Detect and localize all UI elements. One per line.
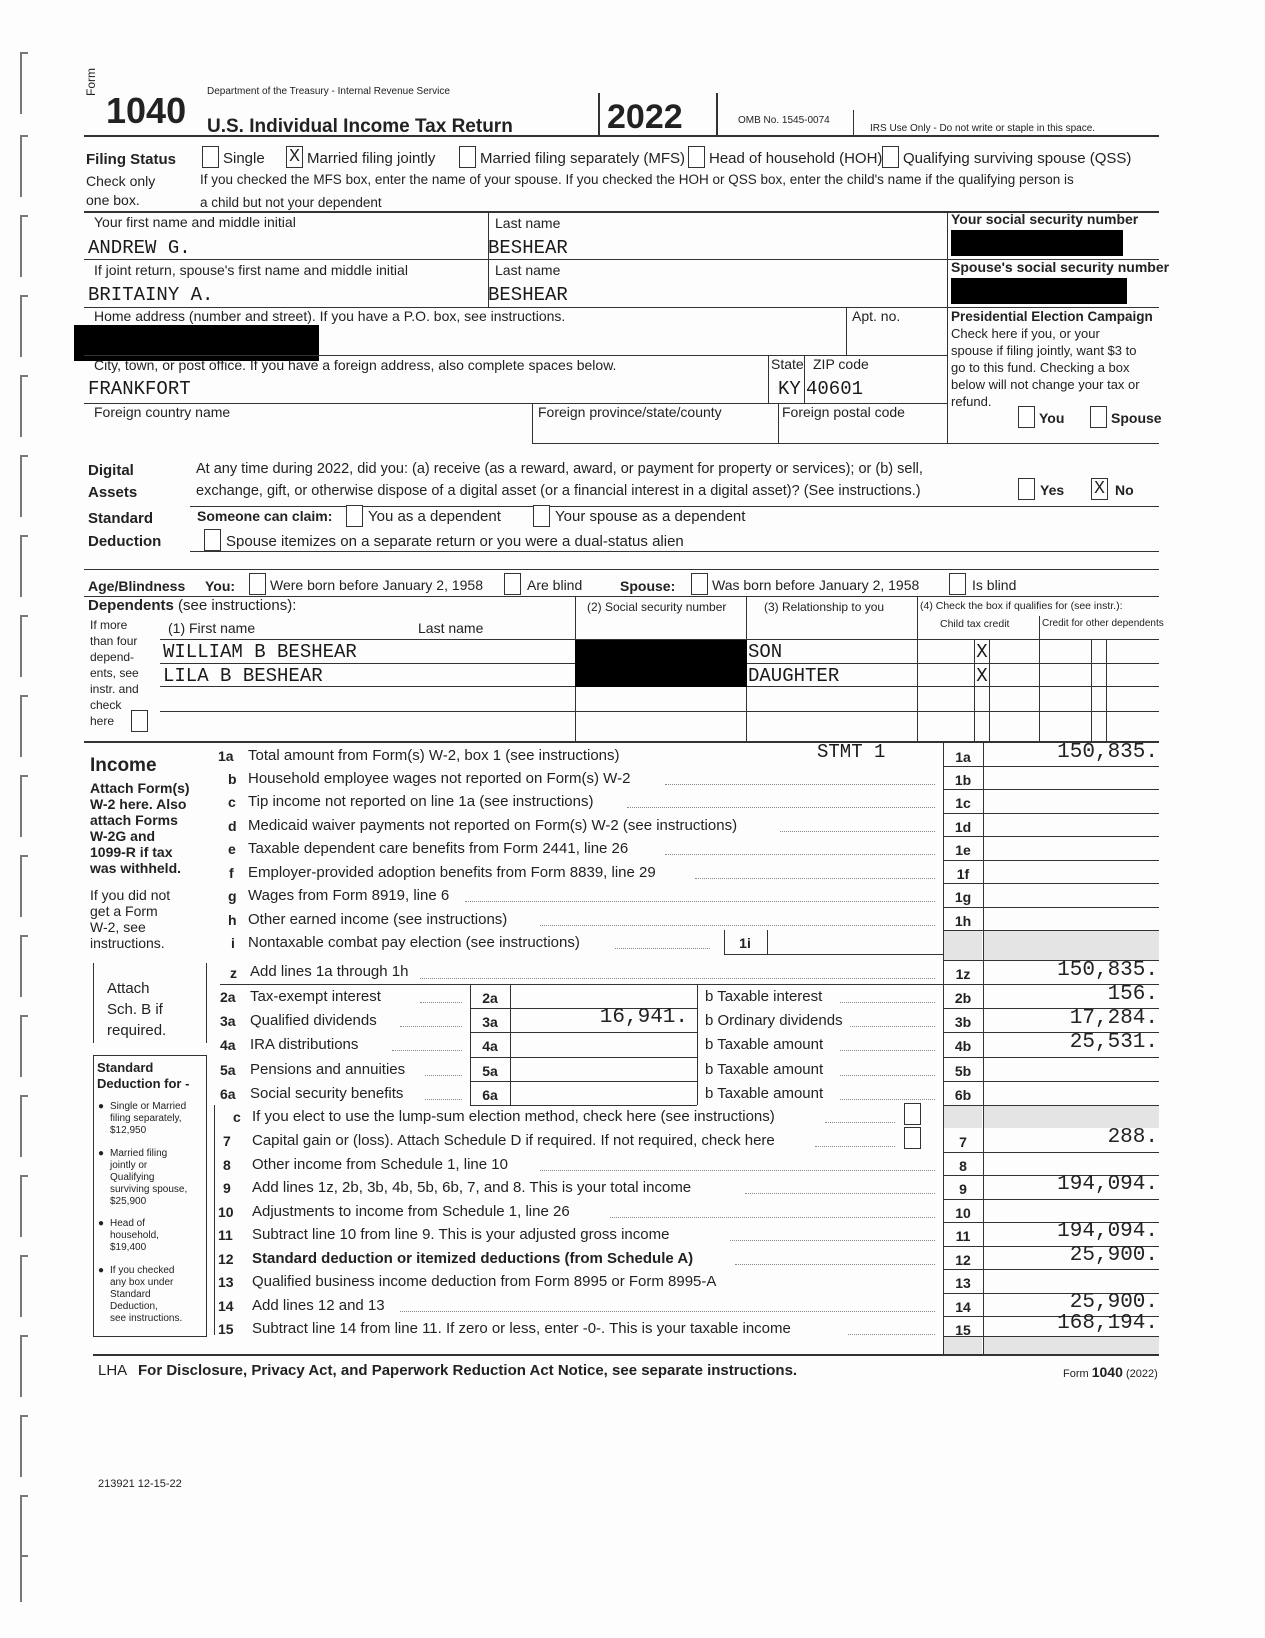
scan-bracket bbox=[20, 1015, 28, 1077]
city-value[interactable]: FRANKFORT bbox=[88, 378, 191, 400]
std-ded-note: Single or Married bbox=[110, 1101, 187, 1112]
campaign-text: below will not change your tax or bbox=[951, 377, 1140, 392]
line-code: 6b bbox=[954, 1087, 972, 1103]
line-1a-desc: Total amount from Form(s) W-2, box 1 (see instructions) bbox=[248, 747, 620, 764]
check-only-text: Check only bbox=[86, 173, 156, 189]
line-desc: Qualified dividends bbox=[250, 1012, 377, 1029]
line-code: 1d bbox=[954, 819, 972, 835]
line-code: 14 bbox=[955, 1299, 971, 1315]
dependent-relationship[interactable]: SON bbox=[748, 641, 783, 663]
spouse-born-before-checkbox[interactable] bbox=[691, 573, 708, 595]
line-code: 1h bbox=[954, 913, 972, 929]
first-name-label: Your first name and middle initial bbox=[94, 214, 296, 230]
dep-col-relationship: (3) Relationship to you bbox=[764, 600, 885, 614]
attach-note: Attach Form(s) bbox=[90, 780, 190, 796]
state-label: State bbox=[771, 356, 804, 372]
line-1g-desc: Wages from Form 8919, line 6 bbox=[248, 887, 450, 904]
line-number: 13 bbox=[218, 1274, 234, 1290]
line-1h-desc: Other earned income (see instructions) bbox=[248, 911, 508, 928]
line-code: 12 bbox=[955, 1252, 971, 1268]
dependents-side-note: than four bbox=[90, 634, 138, 648]
line-1a-amount[interactable]: 150,835. bbox=[1057, 741, 1158, 764]
line-1c-desc: Tip income not reported on line 1a (see instructions) bbox=[248, 793, 594, 810]
std-ded-note: $19,400 bbox=[110, 1242, 147, 1253]
line-10-desc: Adjustments to income from Schedule 1, line 26 bbox=[252, 1203, 570, 1220]
line-number: 12 bbox=[218, 1251, 234, 1267]
one-box-text: one box. bbox=[86, 192, 140, 208]
line-code: 4a bbox=[482, 1038, 498, 1054]
capital-gain-checkbox[interactable] bbox=[904, 1127, 921, 1149]
digital-assets-question-2: exchange, gift, or otherwise dispose of a digital asset (or a financial interest in a digital asset)? (See instructions.) bbox=[196, 483, 921, 499]
foreign-province-label: Foreign province/state/county bbox=[538, 404, 722, 420]
line-number: 2a bbox=[220, 989, 236, 1005]
dep-col-first-name: (1) First name bbox=[168, 620, 256, 636]
lump-sum-checkbox[interactable] bbox=[904, 1103, 921, 1125]
line-1i-desc: Nontaxable combat pay election (see instructions) bbox=[248, 934, 580, 951]
line-code: 1f bbox=[956, 866, 970, 882]
line-11-desc: Subtract line 10 from line 9. This is your adjusted gross income bbox=[252, 1226, 670, 1243]
line-b-desc: b Taxable interest bbox=[705, 988, 823, 1005]
std-ded-note: Head of bbox=[110, 1218, 146, 1229]
line-1z-desc: Add lines 1a through 1h bbox=[250, 963, 409, 980]
attach-note: 1099-R if tax bbox=[90, 844, 173, 860]
you-blind-checkbox[interactable] bbox=[504, 573, 521, 595]
line-6c-desc: If you elect to use the lump-sum election method, check here (see instructions) bbox=[252, 1108, 775, 1125]
department: Department of the Treasury - Internal Revenue Service bbox=[207, 86, 450, 97]
std-ded-note: jointly or bbox=[110, 1160, 148, 1171]
city-label: City, town, or post office. If you have a foreign address, also complete spaces below. bbox=[94, 357, 617, 373]
dep-col-last-name: Last name bbox=[418, 620, 484, 636]
spouse-ssn-redaction bbox=[951, 278, 1127, 304]
line-13-desc: Qualified business income deduction from Form 8995 or Form 8995-A bbox=[252, 1273, 717, 1290]
age-blindness-label: Age/Blindness bbox=[88, 578, 186, 594]
zip-value[interactable]: 40601 bbox=[806, 378, 864, 400]
you-dependent-label: You as a dependent bbox=[368, 508, 501, 525]
scan-bracket bbox=[20, 695, 28, 757]
line-letter: b bbox=[228, 771, 237, 787]
spouse-born-before-label: Was born before January 2, 1958 bbox=[712, 577, 920, 593]
line-code: 2a bbox=[482, 990, 498, 1006]
dependents-side-note: depend- bbox=[90, 650, 135, 664]
std-ded-note: $12,950 bbox=[110, 1125, 147, 1136]
campaign-spouse-label: Spouse bbox=[1111, 410, 1162, 426]
spouse-first-name-value[interactable]: BRITAINY A. bbox=[88, 284, 214, 306]
spouse-first-name-label: If joint return, spouse's first name and middle initial bbox=[94, 262, 408, 278]
mfs-note: If you checked the MFS box, enter the name of your spouse. If you checked the HOH or QSS box, enter the child's name if the qualifying person is bbox=[200, 172, 1074, 187]
line-12-desc: Standard deduction or itemized deductions (from Schedule A) bbox=[252, 1250, 694, 1267]
bullet-icon: ● bbox=[98, 1265, 105, 1276]
dependent-name[interactable]: WILLIAM B BESHEAR bbox=[163, 641, 357, 663]
form-label: Form bbox=[84, 68, 98, 96]
digital-assets-no-checkbox[interactable]: X bbox=[1091, 478, 1108, 500]
line-code: 11 bbox=[955, 1228, 971, 1244]
home-address-label: Home address (number and street). If you have a P.O. box, see instructions. bbox=[94, 308, 566, 324]
dep-col-child-tax-credit: Child tax credit bbox=[940, 618, 1010, 630]
last-name-label: Last name bbox=[495, 215, 561, 231]
line-letter: f bbox=[229, 865, 234, 881]
spouse-ssn-label: Spouse's social security number bbox=[951, 259, 1170, 275]
filing-status-label: Filing Status bbox=[86, 151, 176, 168]
scan-bracket bbox=[20, 1175, 28, 1237]
bullet-icon: ● bbox=[98, 1148, 105, 1159]
dependents-see: (see instructions): bbox=[178, 597, 297, 614]
dependent-name[interactable]: LILA B BESHEAR bbox=[163, 665, 323, 687]
footer-form-number: 1040 bbox=[1091, 1364, 1123, 1380]
status-qss-label: Qualifying surviving spouse (QSS) bbox=[903, 150, 1132, 167]
std-ded-note: If you checked bbox=[110, 1265, 175, 1276]
campaign-title: Presidential Election Campaign bbox=[951, 309, 1153, 324]
digital-assets-label-2: Assets bbox=[88, 484, 138, 501]
tax-year: 2022 bbox=[607, 98, 683, 136]
you-dependent-checkbox[interactable] bbox=[346, 505, 363, 527]
line-letter: e bbox=[228, 841, 236, 857]
age-spouse-label: Spouse: bbox=[620, 578, 676, 594]
spouse-last-name-value[interactable]: BESHEAR bbox=[488, 284, 568, 306]
scan-bracket bbox=[20, 1495, 28, 1557]
spouse-blind-label: Is blind bbox=[972, 577, 1017, 593]
line-code: 1g bbox=[954, 889, 972, 905]
status-single-checkbox[interactable] bbox=[202, 146, 219, 168]
foreign-country-label: Foreign country name bbox=[94, 404, 231, 420]
scan-bracket bbox=[20, 775, 28, 837]
line-14-amount[interactable]: 25,900. bbox=[1069, 1291, 1158, 1314]
line-code: 1e bbox=[955, 842, 971, 858]
std-ded-note: surviving spouse, bbox=[110, 1184, 188, 1195]
dep-col-ssn: (2) Social security number bbox=[587, 600, 727, 614]
line-code: 1c bbox=[955, 795, 971, 811]
std-ded-note: $25,900 bbox=[110, 1196, 147, 1207]
std-deduction-label: Standard bbox=[88, 510, 154, 527]
line-7-desc: Capital gain or (loss). Attach Schedule D if required. If not required, check here bbox=[252, 1132, 775, 1149]
line-1z-amount[interactable]: 150,835. bbox=[1057, 959, 1158, 982]
line-b-amount[interactable]: 17,284. bbox=[1069, 1007, 1158, 1030]
line-code: 7 bbox=[959, 1134, 967, 1150]
spouse-dependent-checkbox[interactable] bbox=[533, 505, 550, 527]
line-code: 1z bbox=[955, 966, 971, 982]
std-ded-box-title: Standard bbox=[97, 1060, 154, 1075]
line-15-desc: Subtract line 14 from line 11. If zero or less, enter -0-. This is your taxable income bbox=[252, 1320, 791, 1337]
dependents-side-note: here bbox=[90, 714, 115, 728]
line-9-amount[interactable]: 194,094. bbox=[1057, 1173, 1158, 1196]
status-hoh-label: Head of household (HOH) bbox=[709, 150, 883, 167]
status-mfs-label: Married filing separately (MFS) bbox=[480, 150, 686, 167]
std-deduction-label-2: Deduction bbox=[88, 533, 162, 550]
line-11-amount[interactable]: 194,094. bbox=[1057, 1220, 1158, 1243]
std-ded-note: Married filing bbox=[110, 1148, 168, 1159]
campaign-text: go to this fund. Checking a box bbox=[951, 360, 1130, 375]
scan-bracket bbox=[20, 1555, 28, 1602]
scan-bracket bbox=[20, 375, 28, 437]
line-code: 1i bbox=[739, 935, 751, 951]
dependents-label: Dependents bbox=[88, 597, 174, 614]
spouse-itemizes-checkbox[interactable] bbox=[204, 529, 221, 551]
line-number: 14 bbox=[218, 1298, 234, 1314]
std-ded-note: any box under bbox=[110, 1277, 174, 1288]
spouse-blind-checkbox[interactable] bbox=[949, 573, 966, 595]
std-ded-note: Qualifying bbox=[110, 1172, 155, 1183]
spouse-dependent-label: Your spouse as a dependent bbox=[555, 508, 746, 525]
line-number: 15 bbox=[218, 1321, 234, 1337]
dependent-relationship[interactable]: DAUGHTER bbox=[748, 665, 840, 687]
sch-b-note: Sch. B if bbox=[107, 1001, 163, 1018]
first-name-value[interactable]: ANDREW G. bbox=[88, 237, 191, 259]
you-born-before-checkbox[interactable] bbox=[249, 573, 266, 595]
status-mfj-checkbox[interactable]: X bbox=[286, 146, 303, 168]
line-14-desc: Add lines 12 and 13 bbox=[252, 1297, 385, 1314]
campaign-text: spouse if filing jointly, want $3 to bbox=[951, 343, 1137, 358]
no-w2-note: get a Form bbox=[90, 903, 158, 919]
status-qss-checkbox[interactable] bbox=[882, 146, 899, 168]
scan-bracket bbox=[20, 455, 28, 517]
line-number: 6a bbox=[220, 1086, 236, 1102]
campaign-text: Check here if you, or your bbox=[951, 326, 1100, 341]
line-1e-desc: Taxable dependent care benefits from Form 2441, line 26 bbox=[248, 840, 629, 857]
scan-bracket bbox=[20, 1095, 28, 1157]
line-b-amount[interactable]: 25,531. bbox=[1069, 1031, 1158, 1054]
std-ded-note: Deduction, bbox=[110, 1301, 158, 1312]
child-tax-credit-mark[interactable]: X bbox=[976, 665, 988, 687]
std-ded-box-title: Deduction for - bbox=[97, 1076, 190, 1091]
campaign-spouse-checkbox[interactable] bbox=[1090, 406, 1107, 428]
scan-bracket bbox=[20, 52, 28, 114]
line-inner-amount[interactable]: 16,941. bbox=[599, 1006, 688, 1029]
line-letter: 1a bbox=[218, 748, 234, 764]
std-ded-note: see instructions. bbox=[110, 1313, 183, 1324]
line-desc: Tax-exempt interest bbox=[250, 988, 381, 1005]
line-letter: c bbox=[228, 794, 236, 810]
line-code: 3b bbox=[954, 1014, 972, 1030]
no-w2-note: If you did not bbox=[90, 887, 171, 903]
lha-label: LHA bbox=[98, 1362, 128, 1379]
dependents-side-note: ents, see bbox=[90, 666, 139, 680]
line-1b-desc: Household employee wages not reported on Form(s) W-2 bbox=[248, 770, 631, 787]
scan-bracket bbox=[20, 1255, 28, 1317]
omb-number: OMB No. 1545-0074 bbox=[738, 115, 830, 126]
dep-col-qualifies: (4) Check the box if qualifies for (see instr.): bbox=[920, 600, 1123, 612]
zip-label: ZIP code bbox=[813, 356, 869, 372]
scan-bracket bbox=[20, 855, 28, 917]
status-mfj-label: Married filing jointly bbox=[307, 150, 436, 167]
attach-note: W-2G and bbox=[90, 828, 156, 844]
line-8-desc: Other income from Schedule 1, line 10 bbox=[252, 1156, 508, 1173]
line-desc: Pensions and annuities bbox=[250, 1061, 406, 1078]
line-code: 8 bbox=[959, 1158, 967, 1174]
dep-col-other-credit: Credit for other dependents bbox=[1042, 618, 1164, 629]
digital-assets-yes-label: Yes bbox=[1040, 482, 1065, 498]
ssn-redaction bbox=[951, 230, 1123, 256]
line-code: 9 bbox=[959, 1181, 967, 1197]
scan-bracket bbox=[20, 135, 28, 197]
footer-form-label: Form bbox=[1063, 1368, 1089, 1380]
mfs-note-2: a child but not your dependent bbox=[200, 195, 382, 210]
line-number: 4a bbox=[220, 1037, 236, 1053]
line-7-amount[interactable]: 288. bbox=[1107, 1126, 1158, 1149]
apt-no-label: Apt. no. bbox=[852, 308, 901, 324]
spouse-itemizes-label: Spouse itemizes on a separate return or you were a dual-status alien bbox=[226, 533, 684, 550]
scan-bracket bbox=[20, 1415, 28, 1477]
line-letter: d bbox=[228, 818, 237, 834]
scan-bracket bbox=[20, 535, 28, 597]
line-b-desc: b Ordinary dividends bbox=[705, 1012, 843, 1029]
line-1i-amount[interactable] bbox=[767, 930, 944, 955]
line-b-amount[interactable]: 156. bbox=[1107, 983, 1158, 1006]
line-15-taxable-income[interactable]: 168,194. bbox=[1057, 1312, 1158, 1335]
digital-assets-question: At any time during 2022, did you: (a) receive (as a reward, award, or payment for property or services); or (b) sell, bbox=[196, 461, 923, 477]
scan-bracket bbox=[20, 215, 28, 277]
scan-bracket bbox=[20, 935, 28, 997]
line-letter: g bbox=[228, 888, 237, 904]
digital-assets-yes-checkbox[interactable] bbox=[1018, 478, 1035, 500]
status-hoh-checkbox[interactable] bbox=[688, 146, 705, 168]
scan-bracket bbox=[20, 1335, 28, 1397]
line-number: 5a bbox=[220, 1062, 236, 1078]
line-letter: h bbox=[228, 912, 237, 928]
line-code: 4b bbox=[954, 1038, 972, 1054]
dependents-side-note: instr. and bbox=[90, 682, 139, 696]
line-code: 2b bbox=[954, 990, 972, 1006]
attach-note: was withheld. bbox=[90, 860, 182, 876]
line-number: 11 bbox=[218, 1227, 233, 1243]
line-desc: Social security benefits bbox=[250, 1085, 404, 1102]
spouse-last-name-label: Last name bbox=[495, 262, 561, 278]
line-code: 1b bbox=[954, 772, 972, 788]
line-number: 9 bbox=[223, 1180, 231, 1196]
attach-note: W-2 here. Also bbox=[90, 796, 187, 812]
line-number: 3a bbox=[220, 1013, 236, 1029]
dependent-ssn-redaction bbox=[575, 664, 747, 687]
child-tax-credit-mark[interactable]: X bbox=[976, 641, 988, 663]
line-12-amount[interactable]: 25,900. bbox=[1069, 1244, 1158, 1267]
sch-b-note: Attach bbox=[107, 980, 150, 997]
campaign-you-label: You bbox=[1039, 410, 1065, 426]
irs-use-only: IRS Use Only - Do not write or staple in this space. bbox=[870, 123, 1096, 134]
privacy-notice: For Disclosure, Privacy Act, and Paperwork Reduction Act Notice, see separate instructions. bbox=[138, 1362, 798, 1379]
line-letter: i bbox=[231, 935, 235, 951]
status-mfs-checkbox[interactable] bbox=[459, 146, 476, 168]
line-code: 5a bbox=[482, 1063, 498, 1079]
age-you-label: You: bbox=[205, 578, 236, 594]
line-code: 3a bbox=[482, 1014, 498, 1030]
someone-can-claim: Someone can claim: bbox=[197, 508, 333, 524]
you-born-before-label: Were born before January 2, 1958 bbox=[270, 577, 483, 593]
dependents-side-note: check bbox=[90, 698, 122, 712]
line-b-desc: b Taxable amount bbox=[705, 1085, 824, 1102]
campaign-text: refund. bbox=[951, 394, 992, 409]
line-code: 15 bbox=[955, 1322, 971, 1338]
bullet-icon: ● bbox=[98, 1101, 105, 1112]
more-dependents-checkbox[interactable] bbox=[131, 710, 148, 732]
line-b-desc: b Taxable amount bbox=[705, 1061, 824, 1078]
income-title: Income bbox=[90, 755, 157, 776]
std-ded-note: household, bbox=[110, 1230, 159, 1241]
form-title: U.S. Individual Income Tax Return bbox=[207, 116, 513, 137]
attach-note: attach Forms bbox=[90, 812, 178, 828]
scan-bracket bbox=[20, 615, 28, 677]
dependents-side-note: If more bbox=[90, 618, 128, 632]
line-letter: z bbox=[230, 965, 237, 981]
campaign-you-checkbox[interactable] bbox=[1018, 406, 1035, 428]
last-name-value[interactable]: BESHEAR bbox=[488, 237, 568, 259]
no-w2-note: instructions. bbox=[90, 935, 165, 951]
line-code: 6a bbox=[482, 1087, 498, 1103]
bullet-icon: ● bbox=[98, 1218, 105, 1229]
form-number: 1040 bbox=[106, 90, 187, 131]
std-ded-note: filing separately, bbox=[110, 1113, 182, 1124]
digital-assets-label: Digital bbox=[88, 462, 134, 479]
line-1f-desc: Employer-provided adoption benefits from Form 8839, line 29 bbox=[248, 864, 656, 881]
line-number: 7 bbox=[223, 1133, 231, 1149]
std-ded-note: Standard bbox=[110, 1289, 151, 1300]
line-9-desc: Add lines 1z, 2b, 3b, 4b, 5b, 6b, 7, and 8. This is your total income bbox=[252, 1179, 692, 1196]
line-desc: IRA distributions bbox=[250, 1036, 359, 1053]
line-code: 13 bbox=[955, 1275, 971, 1291]
line-b-desc: b Taxable amount bbox=[705, 1036, 824, 1053]
digital-assets-no-label: No bbox=[1115, 482, 1134, 498]
you-blind-label: Are blind bbox=[527, 577, 583, 593]
line-1d-desc: Medicaid waiver payments not reported on Form(s) W-2 (see instructions) bbox=[248, 817, 738, 834]
line-number: c bbox=[233, 1109, 241, 1125]
line-code: 5b bbox=[954, 1063, 972, 1079]
ssn-label: Your social security number bbox=[951, 211, 1139, 227]
sch-b-note: required. bbox=[107, 1022, 167, 1039]
footer-form-year: (2022) bbox=[1125, 1368, 1158, 1380]
line-code: 1a bbox=[955, 749, 971, 765]
foreign-postal-label: Foreign postal code bbox=[782, 404, 905, 420]
form-code: 213921 12-15-22 bbox=[98, 1478, 182, 1490]
line-code: 10 bbox=[955, 1205, 971, 1221]
stmt-note: STMT 1 bbox=[817, 741, 886, 763]
status-single-label: Single bbox=[223, 150, 265, 167]
line-number: 8 bbox=[223, 1157, 231, 1173]
state-value[interactable]: KY bbox=[778, 378, 801, 400]
scan-bracket bbox=[20, 295, 28, 357]
no-w2-note: W-2, see bbox=[90, 919, 146, 935]
line-number: 10 bbox=[218, 1204, 234, 1220]
